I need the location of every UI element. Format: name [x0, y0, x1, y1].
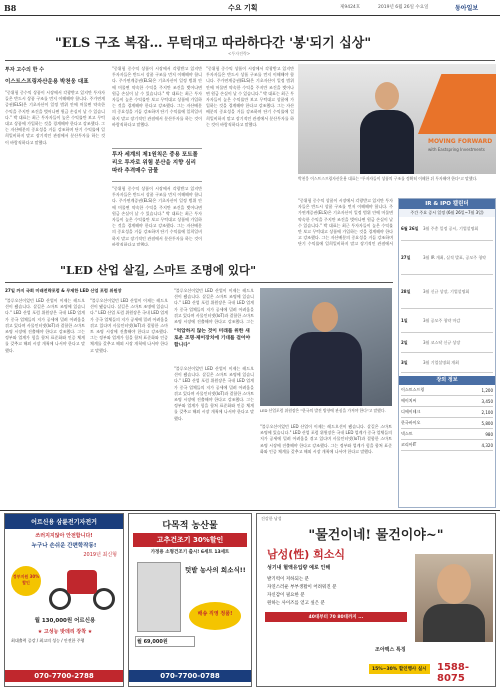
ad1-tagline2: 누구나 손쉬운 간편학작동! [31, 543, 97, 549]
ir-calendar-subtitle-text: 주간 주요 증시 일정 [410, 210, 446, 215]
ir-items: 3월 IR 개최, 실적 발표, 공모주 청약 [423, 254, 487, 260]
list-item [401, 333, 493, 353]
ad-electric-tricycle [4, 513, 124, 687]
ir-date: 27일 [401, 254, 411, 260]
list-item: 발기력이 저하되는 분 [267, 577, 309, 582]
ir-calendar-subtitle [399, 209, 495, 217]
paper-logo: 동아일보 [455, 5, 479, 12]
issue-number: 제9424호 [340, 5, 361, 10]
list-item [401, 353, 493, 373]
ad2-headline: 텃밭 농사의 희소식!! [185, 566, 246, 574]
ad2-badge: 배송 직영 정품! [189, 602, 241, 630]
portrait-suit [290, 332, 362, 406]
article2-body-col1: "블루오션이었던 LED 산업이 이제는 레드오션이 됐습니다. 살길은 스마트 조명에 있습니다." LED 산업 포럼 위원장은 국내 LED 업계가 중국 업체들의 저가 공세에 밀려 어려움을 겪고 있다며 사물인터넷(IoT)과 결합한 스마트 조명 시장에 진출해야 한다고 강조했다. 그는 정부와 업계가 힘을 합쳐 표준화와 인증 체계를 갖추고 해외 시장 개척에 나서야 한다고 말했다. [5, 298, 85, 353]
ir-items: 3월 기업설명회 개최 [423, 359, 459, 365]
portrait-figure [360, 82, 414, 174]
ad3-discount: 15%~30% 할인행사 실시 [369, 664, 430, 674]
ad2-phone: 070-7700-0788 [129, 670, 251, 682]
otc-name: 에이치씨 [401, 398, 417, 403]
banner-orange-shape [418, 74, 496, 134]
tricycle-icon [49, 560, 117, 612]
otc-value: 4,320 [481, 442, 493, 448]
article1-body-col1: "중위험 중수익 상품이 시장에서 각광받고 있지만 투자자들은 반드시 상품 구조를 먼저 이해해야 합니다. 주가연계증권(ELS)은 기초자산이 일정 범위 안에 머물면 약속한 수익을 주지만 조건을 벗어나면 원금 손실이 날 수 있습니다." 박 대표는 최근 투자자들이 높은 수익률만 보고 무턱대고 상품에 가입하는 것을 경계해야 한다고 강조했다. 그는 자산배분의 중요성을 거듭 강조하며 단기 수익률에 일희일비하지 말고 장기적인 관점에서 분산투자를 하는 것이 바람직하다고 말했다. [5, 90, 105, 145]
otc-name: 한국바이오 [401, 420, 421, 425]
ad2-banner: 고추건조기 30%할인 [133, 533, 247, 547]
ir-date: 2일 [401, 339, 408, 345]
ir-calendar-title: IR & IPO 캘린더 [399, 199, 495, 209]
article1-pullquote: 투자 세계의 제1원칙은 중용 포트폴리오 투자로 위험 분산을 지향 심리 따라 추격매수 금물 [112, 148, 202, 182]
otc-table-title: 장외 정보 [399, 376, 495, 385]
dryer-image [137, 562, 181, 632]
ir-date: 3일 [401, 359, 408, 365]
ad3-model-photo [415, 554, 493, 642]
table-row [401, 418, 493, 429]
list-item: 자연스러운 부부생활이 어려워진 분 [267, 585, 337, 590]
ad3-title: 남성(性) 희소식 [267, 548, 346, 561]
ir-items: 3월 공모주 청약 마감 [423, 317, 461, 323]
ad-dryer [128, 513, 252, 687]
article2-pullquote: "억압하지 않는 것이 미래를 위한 새로운 조명·제어장치에 기대를 걸어야 합니다" [174, 328, 251, 348]
otc-table [399, 385, 495, 451]
article2-subhead: 27일 까지 국회 미래전략포럼 & 무제한 LED 산업 포럼 위원장 [5, 288, 122, 293]
ad3-consult: 조아맥스 특징 [375, 647, 406, 653]
ad2-subtitle: 가정용 소형건조기 출시! 6세트 13세트 [150, 550, 230, 555]
ad3-headline: "물건이네! 물건이야~" [308, 528, 444, 543]
table-row [401, 429, 493, 440]
ad1-price: 월 130,000원 어르신용 [34, 618, 96, 624]
article1-kicker: 투자 고수의 한 수 [5, 67, 45, 73]
ir-calendar-week: (6월 26일~7월 3일) [446, 210, 484, 215]
article2-photo-caption: LED 산업포럼 위원장은 "한국의 발전 방향에 관심을 가져야 한다"고 말했다. [260, 408, 386, 413]
article1-headline: "ELS 구조 복잡… 무턱대고 따라하다간 '봉'되기 십상" [55, 36, 372, 51]
article1-photo-caption: 박천웅 이스트스프링자산운용 대표는 "투자자들이 상품의 구조를 정확히 이해한 뒤 투자해야 한다"고 말했다. [298, 176, 478, 181]
tricycle-frame-icon [67, 570, 97, 594]
ir-date: 6월 26일 [401, 225, 419, 231]
table-row [401, 396, 493, 407]
article1-photo [298, 64, 496, 174]
ad2-price: 월 69,000원 [135, 636, 195, 647]
ad1-battery: ★ 고성능 밧데리 장착 ★ [37, 629, 93, 635]
ad1-year: 2019년 최신형 [83, 552, 117, 558]
ir-calendar-rows [399, 217, 495, 373]
page-number: B8 [4, 3, 17, 13]
page-header [0, 0, 500, 16]
banner-text: MOVING FORWARD [428, 138, 493, 145]
otc-value: 980 [485, 431, 493, 437]
headline-rule [5, 60, 495, 61]
otc-name: 넥스트 [401, 431, 413, 436]
ad-divider [0, 510, 500, 511]
list-item [401, 275, 493, 309]
ad3-phone: 1588-8075 [437, 662, 469, 684]
model-shirt [423, 604, 485, 642]
otc-value: 2,100 [481, 409, 493, 415]
ad1-phone: 070-7700-2788 [5, 670, 123, 682]
model-head [437, 564, 471, 604]
article2-body-col2: "블루오션이었던 LED 산업이 이제는 레드오션이 됐습니다. 살길은 스마트 조명에 있습니다." LED 산업 포럼 위원장은 국내 LED 업계가 중국 업체들의 저가 공세에 밀려 어려움을 겪고 있다며 사물인터넷(IoT)과 결합한 스마트 조명 시장에 진출해야 한다고 강조했다. 그는 정부와 업계가 힘을 합쳐 표준화와 인증 체계를 갖추고 해외 시장 개척에 나서야 한다고 말했다. [90, 298, 168, 353]
ad1-tagline1: 쓰러지지않아 안전합니다! [35, 533, 93, 539]
article1-body-col2: "중위험 중수익 상품이 시장에서 각광받고 있지만 투자자들은 반드시 상품 구조를 먼저 이해해야 합니다. 주가연계증권(ELS)은 기초자산이 일정 범위 안에 머물면 약속한 수익을 주지만 조건을 벗어나면 원금 손실이 날 수 있습니다." 박 대표는 최근 투자자들이 높은 수익률만 보고 무턱대고 상품에 가입하는 것을 경계해야 한다고 강조했다. 그는 자산배분의 중요성을 거듭 강조하며 단기 수익률에 일희일비하지 말고 장기적인 관점에서 분산투자를 하는 것이 바람직하다고 말했다. [112, 66, 202, 127]
article2-headline: "LED 산업 살길, 스마트 조명에 있다" [60, 263, 257, 277]
ad1-discount-badge: 정부지원 30% 할인 [11, 566, 41, 596]
ad-mens-health [256, 513, 496, 687]
ad1-features: 최대출력 증강 / 최고의 성능 / 안전한 주행 [11, 638, 85, 643]
ir-items: 3월 코스닥 신규 상장 [423, 339, 461, 345]
article2-photo [260, 288, 392, 406]
ir-calendar-sidebar [398, 198, 496, 508]
ir-date: 1일 [401, 317, 408, 323]
otc-name: 이스트스프링 [401, 387, 425, 392]
article1-body-col5: "중위험 중수익 상품이 시장에서 각광받고 있지만 투자자들은 반드시 상품 구조를 먼저 이해해야 합니다. 주가연계증권(ELS)은 기초자산이 일정 범위 안에 머물면 약속한 수익을 주지만 조건을 벗어나면 원금 손실이 날 수 있습니다." 박 대표는 최근 투자자들이 높은 수익률만 보고 무턱대고 상품에 가입하는 것을 경계해야 한다고 강조했다. 그는 자산배분의 중요성을 거듭 강조하며 단기 수익률에 일희일비하지 말고 장기적인 관점에서 [298, 198, 393, 246]
otc-name: 코리아IT [401, 442, 417, 447]
table-row [401, 407, 493, 418]
otc-value: 3,450 [481, 398, 493, 404]
table-row [401, 385, 493, 396]
article1-byline: <투자전략> [228, 51, 251, 56]
list-item [401, 309, 493, 333]
list-item: 원하는 사이즈를 얻고 싶은 분 [267, 601, 325, 606]
article2-body-col3: "블루오션이었던 LED 산업이 이제는 레드오션이 됐습니다. 살길은 스마트 조명에 있습니다." LED 산업 포럼 위원장은 국내 LED 업계가 중국 업체들의 저가 공세에 밀려 어려움을 겪고 있다며 사물인터넷(IoT)과 결합한 스마트 조명 시장에 진출해야 한다고 강조했다. 그는 [174, 288, 254, 324]
ad3-top: 건강한 남성 [261, 516, 282, 521]
ad1-title: 어르신용 삼륜전기자전거 [5, 514, 123, 529]
portrait-suit [360, 110, 414, 174]
portrait-head [312, 302, 338, 332]
ir-items: 3월 신규 상장, 기업설명회 [423, 288, 470, 294]
ad2-title: 다목적 농산물 [162, 521, 218, 531]
ad3-list [267, 576, 407, 608]
otc-name: 디에이테크 [401, 409, 421, 414]
list-item [401, 241, 493, 275]
article2-body-col4: "블루오션이었던 LED 산업이 이제는 레드오션이 됐습니다. 살길은 스마트 조명에 있습니다." LED 산업 포럼 위원장은 국내 LED 업계가 중국 업체들의 저가 공세에 밀려 어려움을 겪고 있다며 사물인터넷(IoT)과 결합한 스마트 조명 시장에 진출해야 한다고 강조했다. 그는 정부와 업계가 힘을 합쳐 표준화와 인증 체계를 갖추고 해외 시장 개척에 나서야 한다고 말했다. [174, 366, 254, 421]
article2-rule [5, 282, 393, 283]
list-item: 자신감이 필요한 분 [267, 593, 305, 598]
otc-value: 1,200 [481, 387, 493, 393]
article1-subhead: 이스트스프링자산운용 박천웅 대표 [5, 79, 89, 85]
section-title: 수요 기획 [228, 4, 258, 12]
otc-value: 5,800 [481, 420, 493, 426]
article1-body-col3: "중위험 중수익 상품이 시장에서 각광받고 있지만 투자자들은 반드시 상품 구조를 먼저 이해해야 합니다. 주가연계증권(ELS)은 기초자산이 일정 범위 안에 머물면 약속한 수익을 주지만 조건을 벗어나면 원금 손실이 날 수 있습니다." 박 대표는 최근 투자자들이 높은 수익률만 보고 무턱대고 상품에 가입하는 것을 경계해야 한다고 강조했다. 그는 자산배분의 중요성을 거듭 강조하며 단기 수익률에 일희일비하지 말고 장기적인 관점에서 분산투자를 하는 것이 바람직하다고 말했다. [112, 186, 202, 246]
ad3-subtitle: 성기내 혈액유입량 예로 인해 [267, 565, 331, 571]
article2-body-col5: "블루오션이었던 LED 산업이 이제는 레드오션이 됐습니다. 살길은 스마트 조명에 있습니다." LED 산업 포럼 위원장은 국내 LED 업계가 중국 업체들의 저가 공세에 밀려 어려움을 겪고 있다며 사물인터넷(IoT)과 결합한 스마트 조명 시장에 진출해야 한다고 강조했다. 그는 정부와 업계가 힘을 합쳐 표준화와 인증 체계를 갖추고 해외 시장 개척에 나서야 한다고 말했다. [260, 424, 392, 454]
ad3-age-band: 40대부터 70 80대까지 ... [265, 612, 407, 622]
article1-body-col4: "중위험 중수익 상품이 시장에서 각광받고 있지만 투자자들은 반드시 상품 구조를 먼저 이해해야 합니다. 주가연계증권(ELS)은 기초자산이 일정 범위 안에 머물면 약속한 수익을 주지만 조건을 벗어나면 원금 손실이 날 수 있습니다." 박 대표는 최근 투자자들이 높은 수익률만 보고 무턱대고 상품에 가입하는 것을 경계해야 한다고 강조했다. 그는 자산배분의 중요성을 거듭 강조하며 단기 수익률에 일희일비하지 말고 장기적인 관점에서 분산투자를 하는 것이 바람직하다고 말했다. [206, 66, 294, 127]
banner-subtext: with Eastspring Investments [428, 147, 485, 152]
portrait-head [375, 82, 399, 110]
ir-date: 28일 [401, 288, 411, 294]
issue-date: 2019년 6월 26일 수요일 [378, 5, 429, 10]
table-row [401, 440, 493, 451]
ir-items: 3월 주총 일정 공시, 기업설명회 [423, 225, 479, 231]
list-item [401, 217, 493, 241]
